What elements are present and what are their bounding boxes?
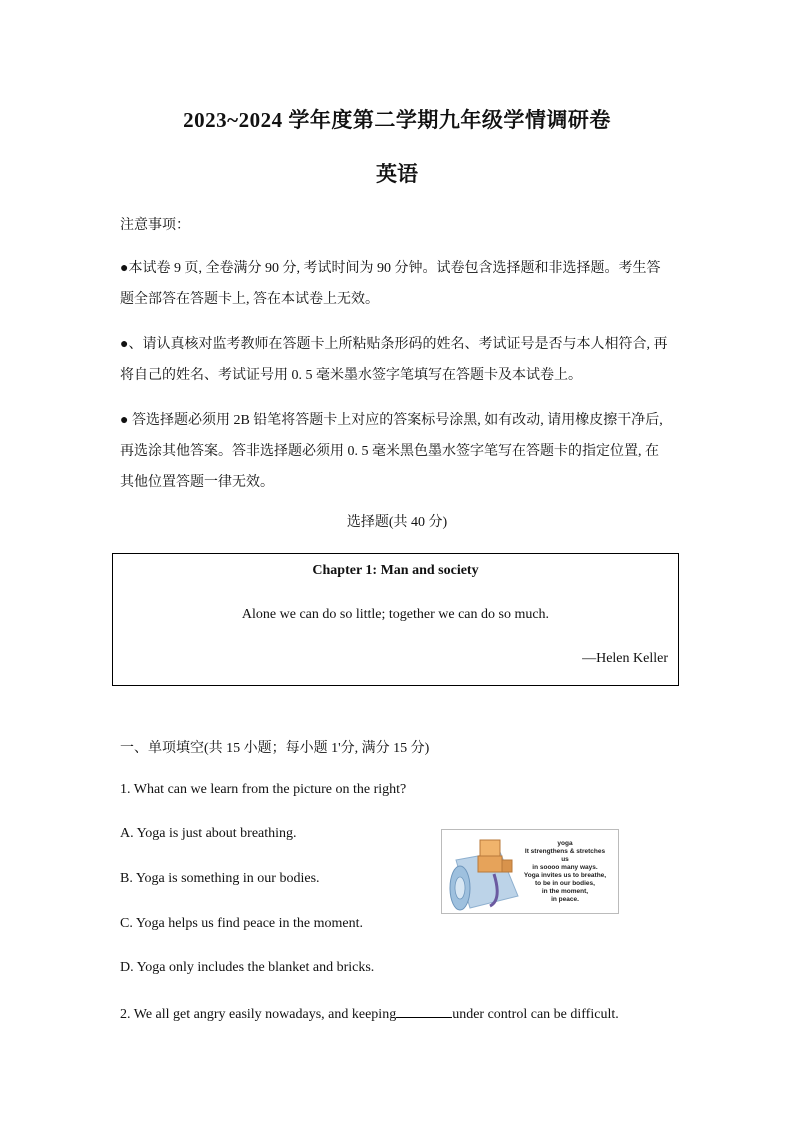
yoga-caption-line: in soooo many ways.: [532, 864, 598, 871]
note-item: [120, 253, 680, 315]
note-line: 将自己的姓名、考试证号用 0. 5 毫米墨水签字笔填写在答题卡及本试卷上。: [120, 368, 582, 383]
option-d: D. Yoga only includes the blanket and bricks.: [120, 960, 375, 975]
question-stem-part: under control can be difficult.: [452, 1007, 619, 1022]
option-b: B. Yoga is something in our bodies.: [120, 871, 320, 886]
yoga-caption-line: us: [561, 856, 569, 863]
note-line: 题全部答在答题卡上, 答在本试卷上无效。: [120, 292, 379, 307]
note-line: ● 答选择题必须用 2B 铅笔将答题卡上对应的答案标号涂黑, 如有改动, 请用橡皮擦干净后,: [120, 413, 663, 428]
page-title: 2023~2024 学年度第二学期九年级学情调研卷: [183, 108, 611, 132]
quote-box: [112, 553, 679, 686]
part-title: 一、单项填空(共 15 小题；每小题 1'分, 满分 15 分): [120, 741, 430, 756]
question-2: [120, 1005, 619, 1023]
quote-author: —Helen Keller: [582, 651, 668, 666]
note-line: ●本试卷 9 页, 全卷满分 90 分, 考试时间为 90 分钟。试卷包含选择题和非选择题。考生答: [120, 261, 661, 276]
yoga-picture: [441, 829, 619, 914]
note-line: 其他位置答题一律无效。: [120, 475, 274, 490]
yoga-caption-line: to be in our bodies,: [535, 880, 595, 887]
notes-heading: 注意事项：: [120, 218, 190, 233]
yoga-caption-line: It strengthens & stretches: [524, 848, 606, 855]
note-line: 再选涂其他答案。答非选择题必须用 0. 5 毫米黑色墨水签字笔写在答题卡的指定位置, 在: [120, 444, 659, 459]
yoga-caption-line: yoga: [557, 840, 573, 847]
question-stem-part: 2. We all get angry easily nowadays, and keeping: [120, 1007, 397, 1022]
note-line: ●、请认真核对监考教师在答题卡上所粘贴条形码的姓名、考试证号是否与本人相符合, 再: [120, 337, 668, 352]
yoga-caption-line: Yoga invites us to breathe,: [523, 872, 607, 879]
option-c: C. Yoga helps us find peace in the moment.: [120, 916, 364, 931]
section-title: 选择题(共 40 分): [346, 515, 448, 530]
chapter-title: Chapter 1: Man and society: [312, 563, 479, 578]
quote-text: Alone we can do so little; together we can do so much.: [241, 607, 550, 622]
note-item: [120, 405, 680, 498]
subject-title: 英语: [376, 162, 418, 186]
yoga-caption-line: in the moment,: [541, 888, 589, 895]
yoga-picture-caption: [512, 840, 618, 904]
yoga-caption-line: in peace.: [551, 896, 579, 903]
answer-blank: [396, 1005, 452, 1018]
option-a: A. Yoga is just about breathing.: [120, 826, 297, 841]
note-item: [120, 329, 680, 391]
question-stem: 1. What can we learn from the picture on the right?: [120, 782, 407, 797]
